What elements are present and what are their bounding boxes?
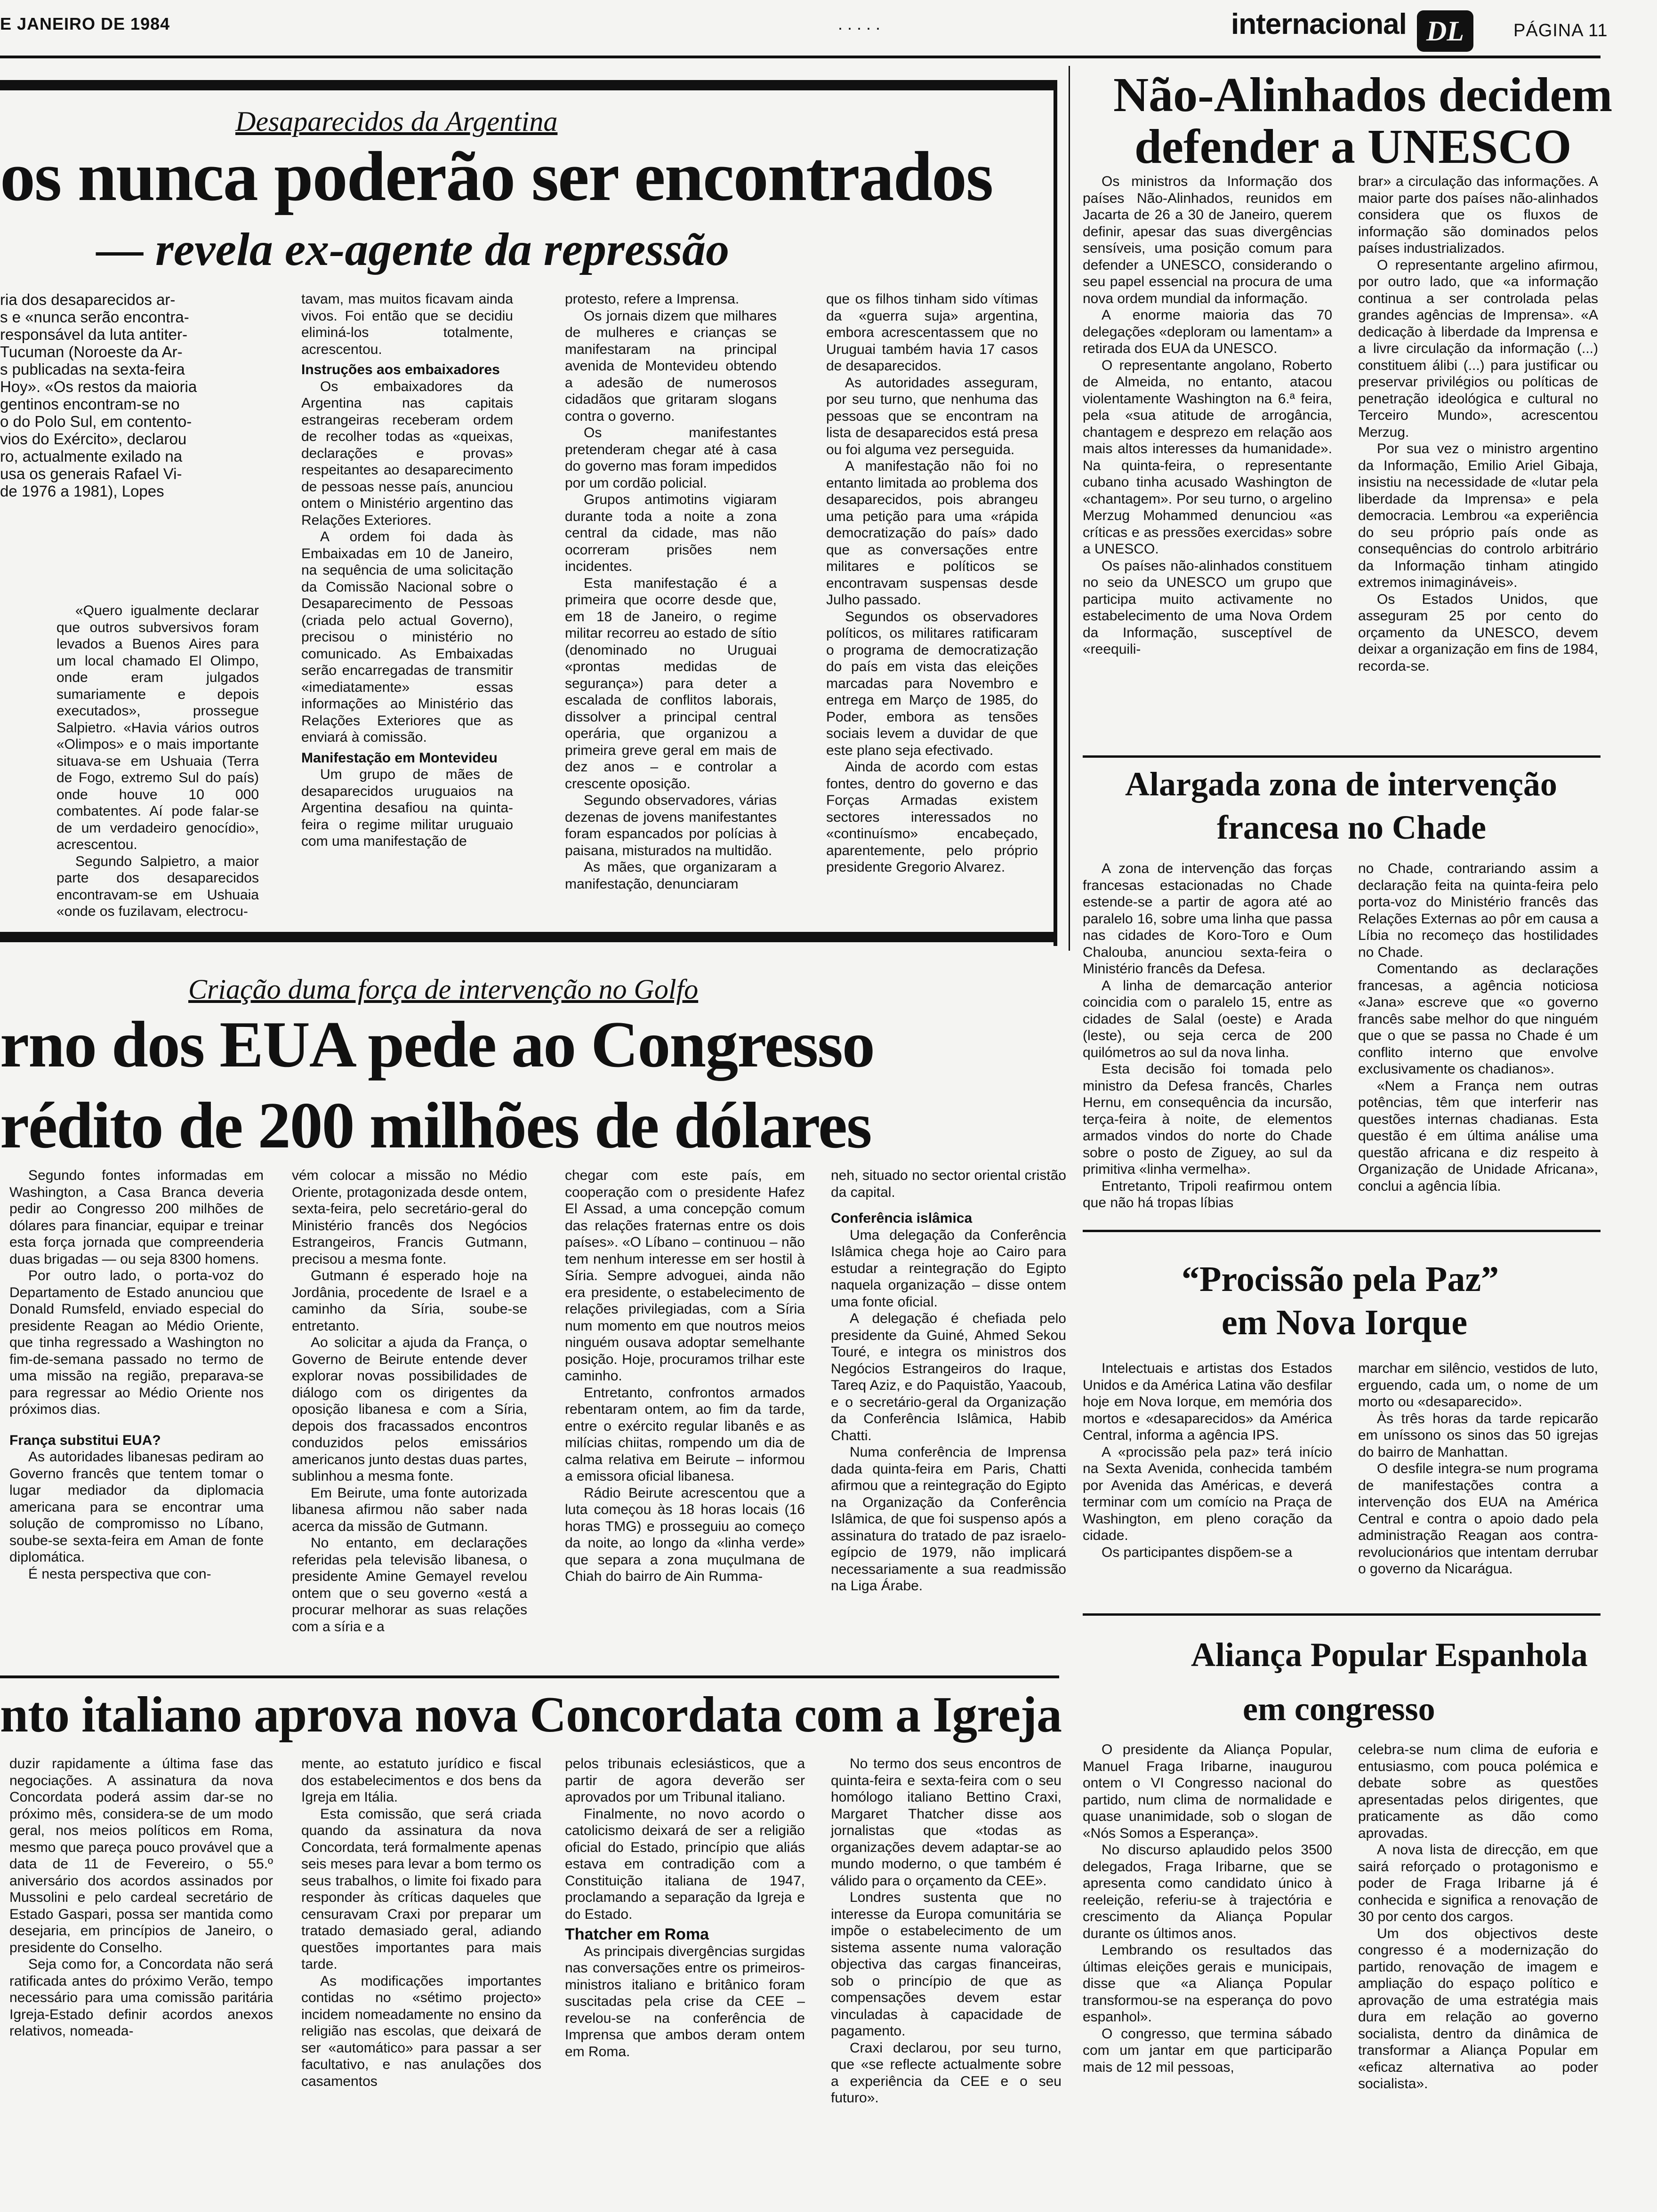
argentina-col-1	[0, 291, 282, 500]
chade-col-1	[1083, 860, 1332, 1211]
masthead-dots: . . . . .	[838, 14, 881, 33]
headline-line-1: Não-Alinhados decidem	[1113, 68, 1613, 122]
article-argentina	[0, 80, 1059, 946]
paragraph: «Nem a França nem outras potências, têm que interferir nas questões internas chadianas. Esta questão é em última análise uma questão africana e diz respeito à Organização de Unidade Africana», conclui a agência líbia.	[1358, 1078, 1598, 1194]
masthead-rule	[0, 56, 1601, 58]
paragraph: Ao solicitar a ajuda da França, o Governo de Beirute entende dever explorar novas possibilidades de diálogo com os dirigentes da oposição libanesa e com a Síria, depois dos fracassados encontros conduzidos pelos emissários americanos junto destas duas partes, sublinhou a mesma fonte.	[292, 1335, 527, 1484]
paragraph: que os filhos tinham sido vítimas da «guerra suja» argentina, embora acrescentassem que no Uruguai também havia 17 casos de desaparecidos.	[826, 291, 1038, 374]
paragraph: Esta manifestação é a primeira que ocorre desde que, em 18 de Janeiro, o regime militar recorreu ao estado de sítio (denominado no Uruguai «prontas medidas de segurança») para deter a escalada de conflitos laborais, dissolver a principal central operária, que organizou a primeira greve geral em mais de dez anos – e controlar a crescente oposição.	[565, 575, 777, 792]
paragraph: no Chade, contrariando assim a declaração feita na quinta-feira pelo porta-voz do Ministério francês das Relações Externas ao pôr em causa a Líbia no recomeço das hostilidades no Chade.	[1358, 861, 1598, 960]
paragraph: A linha de demarcação anterior coincidia com o paralelo 15, entre as cidades de Salal (oeste) e Arada (leste), ou seja cerca de 200 quilómetros ao sul da nova linha.	[1083, 978, 1332, 1060]
section-title: internacional	[1231, 8, 1407, 40]
issue-date: E JANEIRO DE 1984	[0, 14, 170, 33]
paragraph: Por sua vez o ministro argentino da Informação, Emilio Ariel Gibaja, insistiu na necessidade de «lutar pela liberdade da Imprensa» e pela democracia. Lembrou «a experiência do seu próprio país onde as consequências do controlo arbitrário da Informação tinham atingido extremos inimagináveis».	[1358, 441, 1598, 590]
subhead: Conferência islâmica	[831, 1210, 973, 1226]
article-frame-bottom	[0, 932, 1057, 942]
paragraph: Gutmann é esperado hoje na Jordânia, procedente de Israel e a caminho da Síria, soube-se entretanto.	[292, 1268, 527, 1334]
paragraph: Os manifestantes pretenderam chegar até à casa do governo mas foram impedidos por um cordão policial.	[565, 425, 777, 491]
argentina-col-1b	[56, 602, 259, 920]
paragraph: O desfile integra-se num programa de manifestações contra a intervenção dos EUA na América Central e contra o apoio dado pela administração Reagan aos contra-revolucionários que intentam derrubar o governo da Nicarágua.	[1358, 1461, 1598, 1577]
paragraph: Um dos objectivos deste congresso é a modernização do partido, renovação de imagem e ampliação do espaço político e aprovação de uma estratégia mais dura em relação ao governo socialista, dentro da dinâmica de transformar a Aliança Popular em «eficaz alternativa ao poder socialista».	[1358, 1925, 1598, 2092]
paragraph: Os ministros da Informação dos países Não-Alinhados, reunidos em Jacarta de 26 a 30 de Janeiro, querem definir, apesar das suas divergências sensíveis, uma posição comum para defender a UNESCO, considerando o seu papel essencial na procura de uma nova ordem mundial da informação.	[1083, 174, 1332, 306]
headline-line-2: em Nova Iorque	[1222, 1303, 1468, 1342]
concordata-col-4	[831, 1755, 1062, 2107]
text-line: s publicadas na sexta-feira	[0, 361, 185, 378]
headline: os nunca poderão ser encontrados	[0, 137, 993, 216]
text-line: s e «nunca serão encontra-	[0, 308, 189, 326]
text-line: responsável da luta antiter-	[0, 326, 188, 343]
paragraph: Comentando as declarações francesas, a agência noticiosa «Jana» escreve que «o governo francês sabe melhor do que ninguém que o que se passa no Chade é um conflito interno que envolve exclusivamente os chadianos».	[1358, 961, 1598, 1077]
column-separator	[1069, 66, 1070, 951]
article-chade	[1083, 758, 1601, 1228]
concordata-col-2	[301, 1755, 541, 2090]
paragraph: Entretanto, confrontos armados rebentaram ontem, ao fim da tarde, entre o exército regular libanês e as milícias chiitas, rompendo um dia de calma relativa em Beirute – informou a emissora oficial libanesa.	[565, 1385, 805, 1484]
headline: nto italiano aprova nova Concordata com a Igreja	[0, 1687, 1062, 1743]
paragraph: Esta decisão foi tomada pelo ministro da Defesa francês, Charles Hernu, em consequência da incursão, terça-feira à noite, de elementos armados vindos do norte do Chade sobre o posto de Ziguey, ao sul da primitiva «linha vermelha».	[1083, 1061, 1332, 1177]
paragraph: Craxi declarou, por seu turno, que «se reflecte actualmente sobre a experiência da CEE e o seu futuro».	[831, 2040, 1062, 2106]
paragraph: Segundo Salpietro, a maior parte dos desaparecidos encontravam-se em Ushuaia «onde os fuzilavam, electrocu-	[56, 853, 259, 919]
section-divider	[1083, 1613, 1601, 1616]
subhead: França substitui EUA?	[9, 1432, 161, 1448]
paragraph: Por outro lado, o porta-voz do Departamento de Estado anunciou que Donald Rumsfeld, enviado especial do presidente Reagan ao Médio Oriente, que tinha regressado a Washington no fim-de-semana passado no termo de uma missão na região, preparava-se para regressar ao Médio Oriente nos próximos dias.	[9, 1268, 264, 1417]
article-unesco	[1083, 66, 1613, 744]
logo-text: DL	[1426, 16, 1464, 47]
kicker: Criação duma força de intervenção no Golfo	[188, 974, 699, 1005]
newspaper-logo-icon	[1417, 10, 1473, 52]
text-line: Hoy». «Os restos da maioria	[0, 378, 197, 395]
paragraph: A zona de intervenção das forças francesas estacionadas no Chade estende-se a partir de agora até ao paralelo 16, sobre uma linha que passa nas cidades de Koro-Toro e Oum Chalouba, anunciou sexta-feira o Ministério francês da Defesa.	[1083, 861, 1332, 977]
paragraph: «Quero igualmente declarar que outros subversivos foram levados a Buenos Aires para um local chamado El Olimpo, onde eram julgados sumariamente e depois executados», prossegue Salpietro. «Havia vários outros «Olimpos» e o mais importante situava-se em Ushuaia (Terra de Fogo, extremo Sul do país) onde houve 10 000 combatentes. Aí pode falar-se de um verdadeiro genocídio», acrescentou.	[56, 603, 259, 852]
paragraph: celebra-se num clima de euforia e entusiasmo, com pouca polémica e debate sobre as questões apresentadas pelos dirigentes, que praticamente as dão como aprovadas.	[1358, 1742, 1598, 1841]
chade-col-2	[1358, 860, 1598, 1194]
text-line: ro, actualmente exilado na	[0, 448, 183, 465]
unesco-col-2	[1358, 173, 1598, 674]
paragraph: Segundo observadores, várias dezenas de jovens manifestantes foram espancados por polícias à paisana, misturados na multidão.	[565, 793, 777, 858]
golfo-col-2	[292, 1167, 527, 1635]
paragraph: chegar com este país, em cooperação com o presidente Hafez El Assad, a uma concepção comum das relações fraternas entre os dois países». «O Líbano – continuou – não tem nenhum interesse em ser hostil à Síria. Sempre advoguei, ainda não era presidente, o estabelecimento de relações privilegiadas, com a Síria num momento em que noutros meios ninguém ousava adoptar semelhante posição. Hoje, procuramos trilhar este caminho.	[565, 1168, 805, 1384]
paragraph: marchar em silêncio, vestidos de luto, erguendo, cada um, o nome de um morto ou «desaparecido».	[1358, 1361, 1598, 1410]
alianca-col-2	[1358, 1741, 1598, 2092]
text-line: vios do Exército», declarou	[0, 430, 187, 448]
paragraph: As autoridades libanesas pediram ao Governo francês que tentem tomar o lugar mediador da diplomacia americana para se encontrar uma solução de compromisso no Líbano, soube-se sexta-feira em Aman de fonte diplomática.	[9, 1449, 264, 1565]
unesco-col-1	[1083, 173, 1332, 658]
paragraph: Rádio Beirute acrescentou que a luta começou às 18 horas locais (16 horas TMG) e prosseguiu ao começo da noite, ao longo da «linha verde» que separa a zona muçulmana de Chiah do bairro de Ain Rumma-	[565, 1485, 805, 1584]
paragraph: Entretanto, Tripoli reafirmou ontem que não há tropas líbias	[1083, 1178, 1332, 1210]
paragraph: neh, situado no sector oriental cristão da capital.	[831, 1168, 1066, 1200]
subhead: Instruções aos embaixadores	[301, 362, 500, 377]
paragraph: Os participantes dispõem-se a	[1102, 1544, 1293, 1560]
paragraph: Em Beirute, uma fonte autorizada libanesa afirmou não saber nada acerca da missão de Gutmann.	[292, 1485, 527, 1534]
text-line: gentinos encontram-se no	[0, 395, 180, 413]
procissao-col-2	[1358, 1360, 1598, 1578]
headline-line-1: “Procissão pela Paz”	[1182, 1259, 1499, 1299]
paragraph: Os Estados Unidos, que asseguram 25 por cento do orçamento da UNESCO, devem deixar a organização em fins de 1984, recorda-se.	[1358, 591, 1598, 674]
headline-line-2: rédito de 200 milhões de dólares	[0, 1089, 871, 1162]
section-divider	[1083, 1230, 1601, 1232]
paragraph: As modificações importantes contidas no «sétimo projecto» incidem nomeadamente no ensino da religião nas escolas, que deixará de ser «automático» para passar a ser facultativo, e nas anulações dos casamentos	[301, 1973, 541, 2089]
paragraph: No discurso aplaudido pelos 3500 delegados, Fraga Iribarne, que se apresenta como candidato único à reeleição, referiu-se à trajectória e crescimento da Aliança Popular durante os últimos anos.	[1083, 1842, 1332, 1941]
article-procissao	[1083, 1261, 1601, 1619]
headline-line-1: Aliança Popular Espanhola	[1191, 1636, 1588, 1674]
paragraph: Os embaixadores da Argentina nas capitais estrangeiras receberam ordem de recolher todas as «queixas, declarações e provas» respeitantes ao desaparecimento de pessoas nesse país, anunciou ontem o Ministério argentino das Relações Exteriores.	[301, 378, 513, 528]
paragraph: protesto, refere a Imprensa.	[565, 291, 740, 307]
concordata-col-1	[9, 1755, 273, 2040]
argentina-col-4	[826, 291, 1038, 876]
headline-line-1: Alargada zona de intervenção	[1125, 765, 1557, 803]
text-line: de 1976 a 1981), Lopes	[0, 482, 164, 500]
paragraph: Segundo fontes informadas em Washington, a Casa Branca deveria pedir ao Congresso 200 milhões de dólares para financiar, equipar e treinar esta força jornada que compreenderia duas brigadas — ou seja 8300 homens.	[9, 1168, 264, 1267]
paragraph: brar» a circulação das informações. A maior parte dos países não-alinhados considera que os fluxos de informação são dominados pelos países industrializados.	[1358, 174, 1598, 256]
golfo-col-1	[9, 1167, 264, 1582]
paragraph: tavam, mas muitos ficavam ainda vivos. Foi então que se decidiu eliminá-los totalmente, acrescentou.	[301, 291, 513, 357]
paragraph: O representante argelino afirmou, por outro lado, que «a informação continua a ser controlada pelas grandes agências de Imprensa». «A dedicação à liberdade da Imprensa e a livre circulação da informação (...) constituem álibi (...) para justificar ou preservar privilégios ou políticas de penetração ideológica e cultural no Terceiro Mundo», acrescentou Merzug.	[1358, 257, 1598, 440]
article-alianca	[1083, 1628, 1601, 2193]
article-frame-right	[1054, 80, 1057, 946]
golfo-col-3	[565, 1167, 805, 1585]
section-divider	[0, 1675, 1059, 1678]
paragraph: As principais divergências surgidas nas conversações entre os primeiros-ministros italiano e britânico foram suscitadas pela crise da CEE – revelou-se na conferência de Imprensa que ambos deram ontem em Roma.	[565, 1943, 805, 2060]
argentina-col-2	[301, 291, 513, 850]
paragraph: Londres sustenta que no interesse da Europa comunitária se impõe o estabelecimento de um sistema assente numa valoração objectiva das cargas financeiras, sob o princípio de que as compensações devem estar vinculadas à capacidade de pagamento.	[831, 1890, 1062, 2039]
paragraph: A delegação é chefiada pelo presidente da Guiné, Ahmed Sekou Touré, e integra os ministros dos Negócios Estrangeiros do Iraque, Tareq Aziz, e do Paquistão, Yaacoub, e o secretário-geral da Organização da Conferência Islâmica, Habib Chatti.	[831, 1311, 1066, 1443]
alianca-col-1	[1083, 1741, 1332, 2076]
golfo-col-4	[831, 1167, 1066, 1595]
article-golfo	[0, 970, 1066, 1675]
paragraph: O presidente da Aliança Popular, Manuel Fraga Iribarne, inaugurou ontem o VI Congresso nacional do partido, num clima de normalidade e quase unanimidade, sob o slogan de «Nós Somos a Esperança».	[1083, 1742, 1332, 1841]
headline-line-2: em congresso	[1243, 1690, 1435, 1728]
paragraph: A enorme maioria das 70 delegações «deploram ou lamentam» a retirada dos EUA da UNESCO.	[1083, 307, 1332, 356]
paragraph: Segundos os observadores políticos, os militares ratificaram o programa de democratização do país em vista das eleições marcadas para Novembro e entrega em Março de 1985, do Poder, embora as tensões sociais levem a duvidar de que este plano seja efectivado.	[826, 609, 1038, 758]
paragraph: pelos tribunais eclesiásticos, que a partir de agora deverão ser aprovados por um Tribunal italiano.	[565, 1756, 805, 1805]
paragraph: Ainda de acordo com estas fontes, dentro do governo e das Forças Armadas existem sectores interessados no «continuísmo» encabeçado, aparentemente, pelo próprio presidente Gregorio Alvarez.	[826, 759, 1038, 875]
paragraph: No termo dos seus encontros de quinta-feira e sexta-feira com o seu homólogo italiano Bettino Craxi, Margaret Thatcher disse aos jornalistas que «todas as organizações devem adaptar-se ao mundo moderno, o que também é válido para o orçamento da CEE».	[831, 1756, 1062, 1889]
paragraph: Seja como for, a Concordata não será ratificada antes do próximo Verão, tempo necessário para uma comissão paritária Igreja-Estado definir acordos anexos relativos, nomeada-	[9, 1956, 273, 2039]
paragraph: A ordem foi dada às Embaixadas em 10 de Janeiro, na sequência de uma solicitação da Comissão Nacional sobre o Desaparecimento de Pessoas (criada pelo actual Governo), precisou o ministério no comunicado. As Embaixadas serão encarregadas de transmitir «imediatamente» essas informações ao Ministério das Relações Exteriores que as enviará à comissão.	[301, 529, 513, 745]
page-number: PÁGINA 11	[1513, 21, 1608, 40]
paragraph: É nesta perspectiva que con-	[28, 1566, 211, 1582]
paragraph: O congresso, que termina sábado com um jantar em que participarão mais de 12 mil pessoas,	[1083, 2026, 1332, 2075]
paragraph: A nova lista de direcção, em que sairá reforçado o protagonismo e poder de Fraga Iribarne já é conhecida e significa a renovação de 30 por cento dos cargos.	[1358, 1842, 1598, 1924]
paragraph: Numa conferência de Imprensa dada quinta-feira em Paris, Chatti afirmou que a reintegração do Egipto na Organização da Conferência Islâmica, de que foi suspenso após a assinatura do tratado de paz israelo-egípcio de 1979, não implicará necessariamente a sua readmissão na Liga Árabe.	[831, 1444, 1066, 1594]
paragraph: O representante angolano, Roberto de Almeida, no entanto, atacou violentamente Washington na 6.ª feira, pela «sua atitude de arrogância, chantagem e desprezo em relação aos mais altos interesses da humanidade». Na quinta-feira, o representante cubano tinha acusado Washington de «chantagem». Por seu turno, o argelino Merzug Mohammed denunciou «as críticas e as pressões exercidas» sobre a UNESCO.	[1083, 357, 1332, 557]
subheadline: — revela ex-agente da repressão	[97, 223, 730, 275]
article-frame-top	[0, 80, 1057, 90]
paragraph: A manifestação não foi no entanto limitada ao problema dos desaparecidos, pois abrangeu uma petição para uma «rápida democratização do país» dado que as conversações entre militares e políticos se encontravam suspensas desde Julho passado.	[826, 458, 1038, 608]
text-line: usa os generais Rafael Vi-	[0, 465, 182, 482]
argentina-col-3	[565, 291, 777, 892]
masthead	[0, 0, 1657, 61]
paragraph: vém colocar a missão no Médio Oriente, protagonizada desde ontem, sexta-feira, pelo secretário-geral do Ministério francês dos Negócios Estrangeiros, Francis Gutmann, precisou a mesma fonte.	[292, 1168, 527, 1267]
subhead: Thatcher em Roma	[565, 1925, 709, 1943]
paragraph: Grupos antimotins vigiaram durante toda a noite a zona central da cidade, mas não ocorreram prisões nem incidentes.	[565, 492, 777, 574]
text-line: Tucuman (Noroeste da Ar-	[0, 343, 183, 361]
paragraph: Um grupo de mães de desaparecidos uruguaios na Argentina desafiou na quinta-feira o regime militar uruguaio com uma manifestação de	[301, 767, 513, 849]
paragraph: Uma delegação da Conferência Islâmica chega hoje ao Cairo para estudar a reintegração do Egipto naquela organização – disse ontem uma fonte oficial.	[831, 1227, 1066, 1310]
paragraph: As mães, que organizaram a manifestação, denunciaram	[565, 859, 777, 892]
headline-line-2: defender a UNESCO	[1134, 120, 1572, 174]
paragraph: Às três horas da tarde repicarão em uníssono os sinos das 50 igrejas do bairro de Manhattan.	[1358, 1411, 1598, 1460]
article-concordata	[0, 1675, 1062, 2212]
procissao-col-1	[1083, 1360, 1332, 1561]
paragraph: Intelectuais e artistas dos Estados Unidos e da América Latina vão desfilar hoje em Nova Iorque, em memória dos mortos e «desaparecidos» da América Central, informa a agência IPS.	[1083, 1361, 1332, 1443]
paragraph: As autoridades asseguram, por seu turno, que nenhuma das pessoas que se encontram na lista de desaparecidos está presa ou foi alguma vez perseguida.	[826, 375, 1038, 457]
paragraph: A «procissão pela paz» terá início na Sexta Avenida, conhecida também por Avenida das Américas, e deverá terminar com um comício na Praça de Washington, em pleno coração da cidade.	[1083, 1444, 1332, 1543]
kicker: Desaparecidos da Argentina	[235, 106, 558, 137]
paragraph: duzir rapidamente a última fase das negociações. A assinatura da nova Concordata poderá assim dar-se no próximo mês, considera-se de um modo geral, nos meios políticos em Roma, mesmo que pareça pouco provável que a data de 11 de Fevereiro, o 55.º aniversário dos acordos assinados por Mussolini e pelo cardeal secretário de Estado Gaspari, possa ser mantida como desejaria, em princípios de Janeiro, o presidente do Conselho.	[9, 1756, 273, 1956]
paragraph: No entanto, em declarações referidas pela televisão libanesa, o presidente Amine Gemayel revelou ontem que o seu governo «está a procurar melhorar as suas relações com a síria e a	[292, 1535, 527, 1635]
text-line: ria dos desaparecidos ar-	[0, 291, 176, 308]
text-line: o do Polo Sul, em contento-	[0, 413, 192, 430]
paragraph: mente, ao estatuto jurídico e fiscal dos estabelecimentos e dos bens da Igreja em Itália.	[301, 1756, 541, 1805]
paragraph: Os jornais dizem que milhares de mulheres e crianças se manifestaram na principal avenida de Montevideu obtendo a adesão de numerosos cidadãos que gritaram slogans contra o governo.	[565, 308, 777, 424]
concordata-col-3	[565, 1755, 805, 2060]
paragraph: Finalmente, no novo acordo o catolicismo deixará de ser a religião oficial do Estado, princípio que aliás estava em contradição com a Constituição italiana de 1947, proclamando a separação da Igreja e do Estado.	[565, 1806, 805, 1922]
paragraph: Os países não-alinhados constituem no seio da UNESCO um grupo que participa muito activamente no estabelecimento de uma Nova Ordem da Informação, susceptível de «reequili-	[1083, 558, 1332, 657]
headline-line-2: francesa no Chade	[1217, 809, 1486, 846]
paragraph: Esta comissão, que será criada quando da assinatura da nova Concordata, terá formalmente apenas seis meses para levar a bom termo os seus trabalhos, o limite foi fixado para responder às críticas daqueles que censuravam Craxi por preparar um tratado demasiado geral, adiando questões importantes para mais tarde.	[301, 1806, 541, 1972]
subhead: Manifestação em Montevideu	[301, 750, 498, 766]
paragraph: Lembrando os resultados das últimas eleições gerais e municipais, disse que «a Aliança Popular transformou-se na esperança do povo espanhol».	[1083, 1942, 1332, 2025]
headline-line-1: rno dos EUA pede ao Congresso	[0, 1008, 874, 1081]
